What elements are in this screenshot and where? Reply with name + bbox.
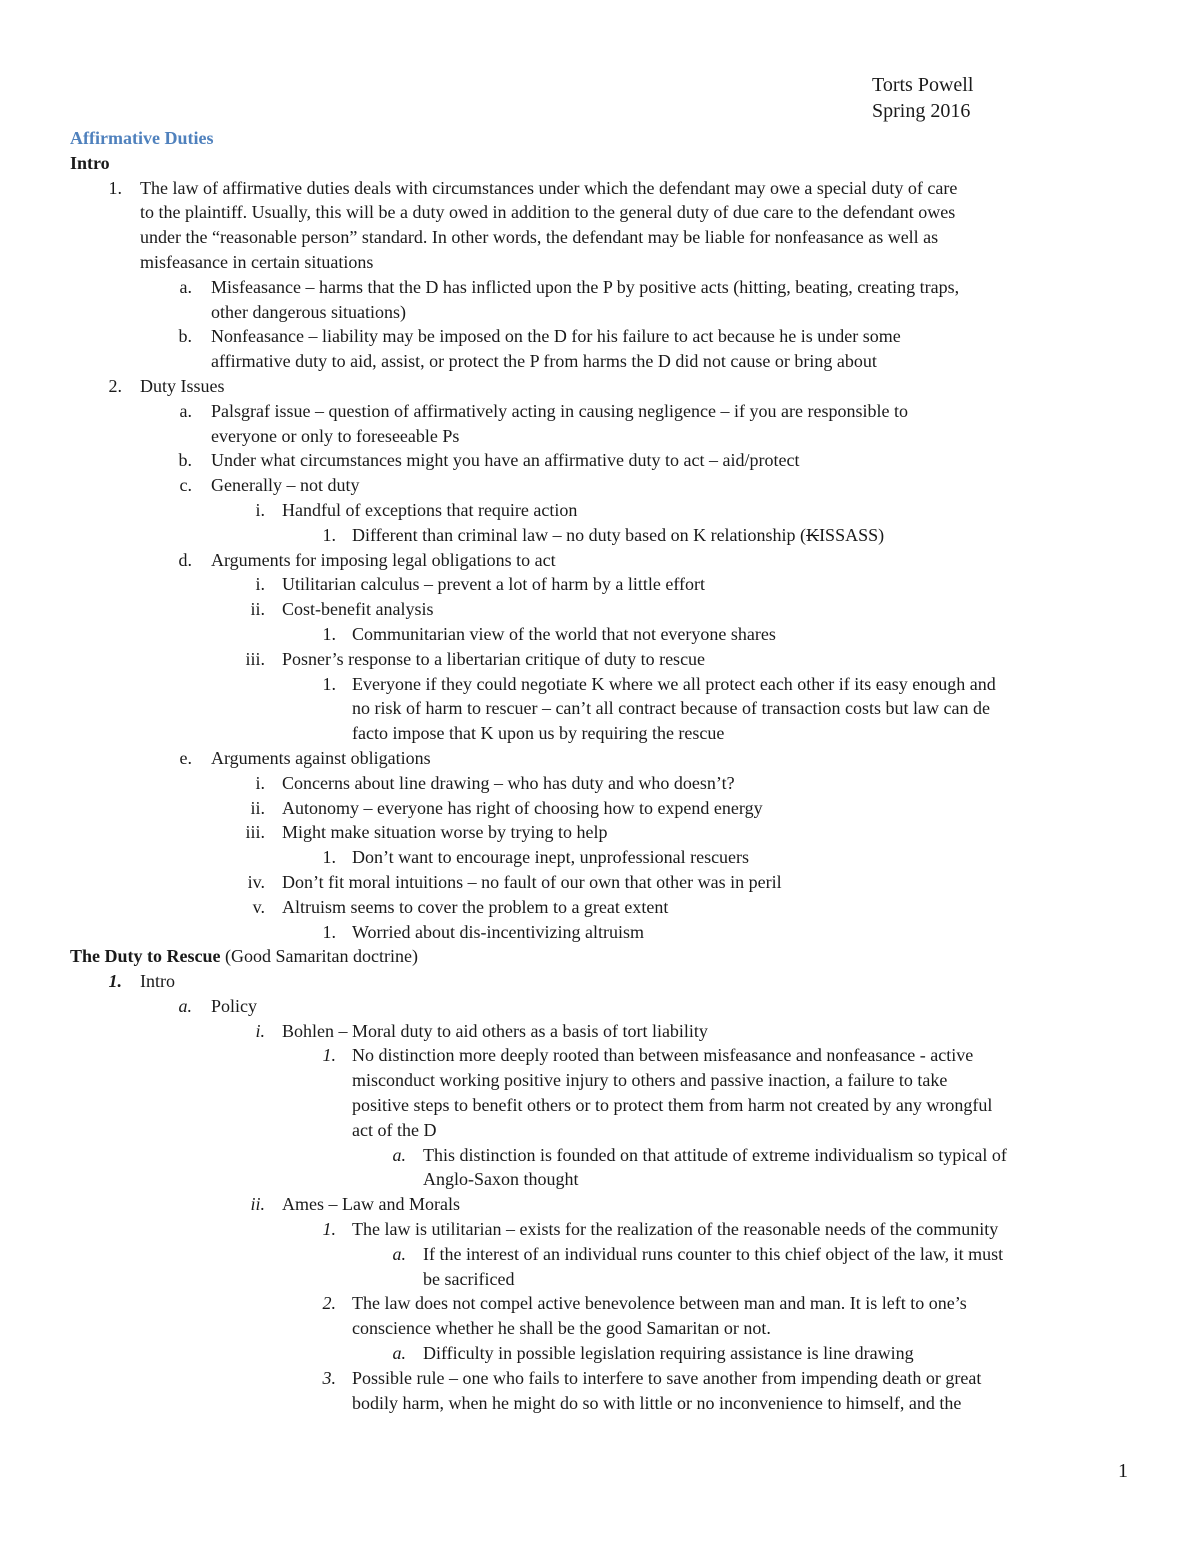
duty-to-rescue-label: The Duty to Rescue xyxy=(70,946,221,967)
document-body xyxy=(70,126,1140,1415)
list-item-continued xyxy=(70,225,1140,250)
list-item-continued xyxy=(70,696,1140,721)
list-text: under the “reasonable person” standard. In other words, the defendant may be liable for nonfeasance as well as xyxy=(140,227,939,248)
list-text: The law is utilitarian – exists for the realization of the reasonable needs of the community xyxy=(352,1219,999,1240)
list-marker: ii. xyxy=(250,797,265,818)
text-run: Different than criminal law – no duty based on K relationship ( xyxy=(352,524,807,545)
list-marker: i. xyxy=(255,574,265,595)
list-item xyxy=(70,870,1140,895)
intro-label: Intro xyxy=(70,152,110,173)
list-marker: c. xyxy=(179,475,192,496)
list-item xyxy=(70,647,1140,672)
list-text: Generally – not duty xyxy=(211,475,360,496)
list-text: Handful of exceptions that require action xyxy=(282,499,578,520)
list-text xyxy=(352,523,1140,548)
list-marker: b. xyxy=(178,326,192,347)
list-item xyxy=(70,771,1140,796)
list-marker: i. xyxy=(255,1020,265,1041)
list-marker: 2. xyxy=(108,375,122,396)
list-marker: 1. xyxy=(322,673,336,694)
list-text: no risk of harm to rescuer – can’t all contract because of transaction costs but law can de xyxy=(352,698,990,719)
list-text: Don’t want to encourage inept, unprofessional rescuers xyxy=(352,847,750,868)
list-marker: 1. xyxy=(322,623,336,644)
strikethrough-text: K xyxy=(806,524,820,545)
list-item-continued xyxy=(70,1118,1140,1143)
list-marker: v. xyxy=(252,896,265,917)
list-item-continued xyxy=(70,1316,1140,1341)
list-text: Altruism seems to cover the problem to a great extent xyxy=(282,896,669,917)
course-title: Torts Powell xyxy=(872,74,974,96)
list-item xyxy=(70,920,1140,945)
list-marker: 3. xyxy=(322,1367,336,1388)
list-text: Concerns about line drawing – who has duty and who doesn’t? xyxy=(282,772,735,793)
list-item xyxy=(70,324,1140,349)
list-item xyxy=(70,820,1140,845)
list-item xyxy=(70,597,1140,622)
list-text: Don’t fit moral intuitions – no fault of our own that other was in peril xyxy=(282,871,782,892)
page-number: 1 xyxy=(1118,1460,1128,1482)
list-item-continued xyxy=(70,1267,1140,1292)
list-marker: ii. xyxy=(250,1194,265,1215)
list-item-continued xyxy=(70,300,1140,325)
list-text: Anglo-Saxon thought xyxy=(423,1169,579,1190)
section-heading-duty-to-rescue xyxy=(70,944,1140,969)
list-marker: iii. xyxy=(245,822,265,843)
list-marker: 1. xyxy=(322,1219,336,1240)
list-item xyxy=(70,448,1140,473)
list-item xyxy=(70,473,1140,498)
list-text: affirmative duty to aid, assist, or protect the P from harms the D did not cause or bring about xyxy=(211,351,877,372)
subheading-intro xyxy=(70,151,1140,176)
list-item xyxy=(70,374,1140,399)
list-item xyxy=(70,746,1140,771)
list-text: bodily harm, when he might do so with little or no inconvenience to himself, and the xyxy=(352,1392,962,1413)
list-marker: iv. xyxy=(247,871,265,892)
list-item xyxy=(70,1043,1140,1068)
list-item xyxy=(70,1242,1140,1267)
list-text: be sacrificed xyxy=(423,1268,515,1289)
list-text: This distinction is founded on that attitude of extreme individualism so typical of xyxy=(423,1144,1007,1165)
list-item-continued xyxy=(70,200,1140,225)
list-text: The law does not compel active benevolence between man and man. It is left to one’s xyxy=(352,1293,967,1314)
list-item xyxy=(70,1341,1140,1366)
list-text: No distinction more deeply rooted than between misfeasance and nonfeasance - active xyxy=(352,1045,974,1066)
list-item xyxy=(70,796,1140,821)
list-text: Arguments for imposing legal obligations to act xyxy=(211,549,556,570)
list-text: facto impose that K upon us by requiring the rescue xyxy=(352,723,725,744)
list-item-continued xyxy=(70,349,1140,374)
list-item xyxy=(70,622,1140,647)
list-item-continued xyxy=(70,1068,1140,1093)
list-marker: 1. xyxy=(108,177,122,198)
list-marker: d. xyxy=(178,549,192,570)
list-text: Difficulty in possible legislation requiring assistance is line drawing xyxy=(423,1343,914,1364)
list-item xyxy=(70,572,1140,597)
list-item xyxy=(70,845,1140,870)
list-item-continued xyxy=(70,1167,1140,1192)
list-item xyxy=(70,994,1140,1019)
list-marker: 1. xyxy=(322,921,336,942)
list-marker: a. xyxy=(179,400,192,421)
section-heading-affirmative-duties: Affirmative Duties xyxy=(70,128,214,148)
list-text: Duty Issues xyxy=(140,375,225,396)
list-text: Nonfeasance – liability may be imposed on the D for his failure to act because he is under some xyxy=(211,326,901,347)
list-item xyxy=(70,895,1140,920)
list-item xyxy=(70,275,1140,300)
list-text: The law of affirmative duties deals with circumstances under which the defendant may owe a special duty of care xyxy=(140,177,958,198)
list-item-continued xyxy=(70,424,1140,449)
list-item-continued xyxy=(70,1093,1140,1118)
list-text: Possible rule – one who fails to interfere to save another from impending death or great xyxy=(352,1367,982,1388)
list-item xyxy=(70,548,1140,573)
list-text: Intro xyxy=(140,971,175,992)
list-marker: 1. xyxy=(108,971,122,992)
list-item xyxy=(70,1143,1140,1168)
term-label: Spring 2016 xyxy=(872,100,971,122)
list-marker: ii. xyxy=(250,599,265,620)
list-marker: a. xyxy=(179,276,192,297)
list-item-continued xyxy=(70,250,1140,275)
list-marker: 2. xyxy=(322,1293,336,1314)
list-marker: a. xyxy=(392,1144,406,1165)
list-text: Might make situation worse by trying to help xyxy=(282,822,608,843)
list-marker: a. xyxy=(392,1243,406,1264)
list-text: Autonomy – everyone has right of choosing how to expend energy xyxy=(282,797,763,818)
list-text: Policy xyxy=(211,995,258,1016)
list-text: Utilitarian calculus – prevent a lot of harm by a little effort xyxy=(282,574,706,595)
list-item xyxy=(70,498,1140,523)
list-marker: 1. xyxy=(322,847,336,868)
list-text: Arguments against obligations xyxy=(211,747,431,768)
list-text: other dangerous situations) xyxy=(211,301,406,322)
duty-to-rescue-subtitle: (Good Samaritan doctrine) xyxy=(220,946,418,967)
list-text: Worried about dis-incentivizing altruism xyxy=(352,921,644,942)
list-text: Everyone if they could negotiate K where we all protect each other if its easy enough and xyxy=(352,673,996,694)
text-run: ISSASS) xyxy=(819,524,885,545)
list-item xyxy=(70,399,1140,424)
list-text: Misfeasance – harms that the D has inflicted upon the P by positive acts (hitting, beating, creating traps, xyxy=(211,276,960,297)
list-item xyxy=(70,969,1140,994)
list-marker: i. xyxy=(255,499,265,520)
list-text: to the plaintiff. Usually, this will be a duty owed in addition to the general duty of due care to the defendant owes xyxy=(140,202,956,223)
list-text: Posner’s response to a libertarian critique of duty to rescue xyxy=(282,648,706,669)
list-text: positive steps to benefit others or to protect them from harm not created by any wrongful xyxy=(352,1095,993,1116)
list-text: Ames – Law and Morals xyxy=(282,1194,460,1215)
list-text: misconduct working positive injury to others and passive inaction, a failure to take xyxy=(352,1070,948,1091)
list-item xyxy=(70,1366,1140,1391)
list-text: If the interest of an individual runs counter to this chief object of the law, it must xyxy=(423,1243,1004,1264)
list-marker: i. xyxy=(255,772,265,793)
list-item xyxy=(70,1192,1140,1217)
list-text: Communitarian view of the world that not everyone shares xyxy=(352,623,776,644)
list-text: Palsgraf issue – question of affirmatively acting in causing negligence – if you are responsible to xyxy=(211,400,908,421)
list-item xyxy=(70,672,1140,697)
list-marker: b. xyxy=(178,450,192,471)
list-text: misfeasance in certain situations xyxy=(140,251,374,272)
list-marker: iii. xyxy=(245,648,265,669)
list-item-continued xyxy=(70,721,1140,746)
list-item xyxy=(70,1217,1140,1242)
list-item xyxy=(70,176,1140,201)
list-text: act of the D xyxy=(352,1119,437,1140)
list-text: Cost-benefit analysis xyxy=(282,599,434,620)
page-header xyxy=(872,72,973,124)
list-item xyxy=(70,523,1140,548)
list-marker: 1. xyxy=(322,524,336,545)
list-text: everyone or only to foreseeable Ps xyxy=(211,425,460,446)
list-item xyxy=(70,1019,1140,1044)
list-item-continued xyxy=(70,1391,1140,1416)
list-text: Bohlen – Moral duty to aid others as a basis of tort liability xyxy=(282,1020,708,1041)
list-marker: a. xyxy=(178,995,192,1016)
list-text: conscience whether he shall be the good Samaritan or not. xyxy=(352,1318,771,1339)
list-marker: a. xyxy=(392,1343,406,1364)
list-marker: e. xyxy=(179,747,192,768)
list-item xyxy=(70,1291,1140,1316)
list-text: Under what circumstances might you have an affirmative duty to act – aid/protect xyxy=(211,450,800,471)
list-marker: 1. xyxy=(322,1045,336,1066)
